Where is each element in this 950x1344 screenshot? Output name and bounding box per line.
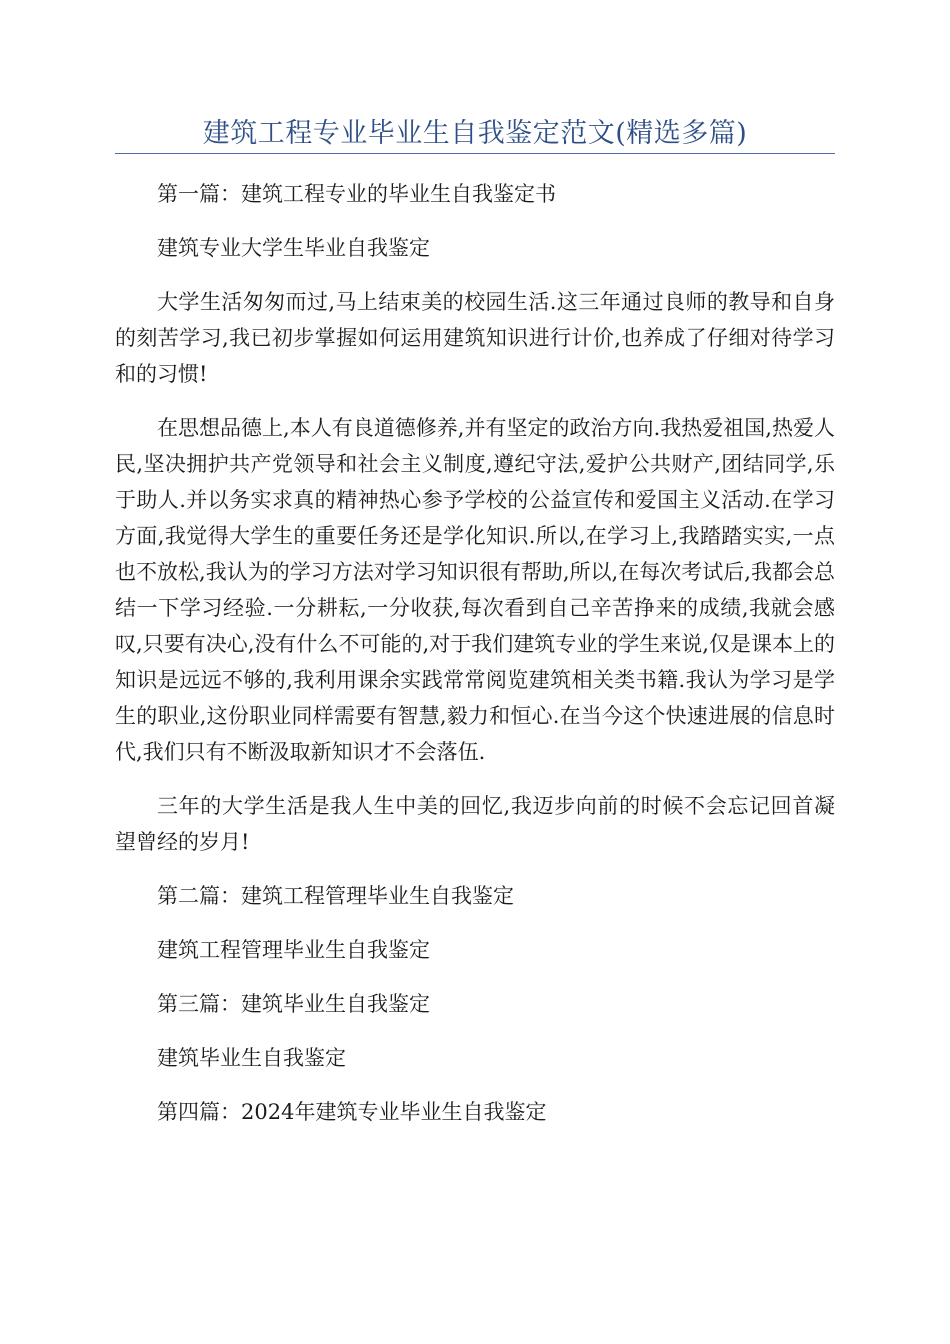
title-underline [115,153,835,154]
section-subheading-1: 建筑专业大学生毕业自我鉴定 [157,236,430,260]
body-paragraph-1: 大学生活匆匆而过,马上结束美的校园生活.这三年通过良师的教导和自身的刻苦学习,我已初步掌握如何运用建筑知识进行计价,也养成了仔细对待学习和的习惯! [115,290,835,386]
section-heading-2: 第二篇：建筑工程管理毕业生自我鉴定 [157,884,514,908]
document-title: 建筑工程专业毕业生自我鉴定范文(精选多篇) [202,118,748,149]
body-paragraph-3: 三年的大学生活是我人生中美的回忆,我迈步向前的时候不会忘记回首凝望曾经的岁月! [115,794,835,854]
section-heading-1: 第一篇：建筑工程专业的毕业生自我鉴定书 [157,182,556,206]
document-body [115,176,835,1130]
section-heading-4: 第四篇：2024年建筑专业毕业生自我鉴定 [157,1100,547,1124]
section-subheading-2: 建筑工程管理毕业生自我鉴定 [157,938,430,962]
section-subheading-3: 建筑毕业生自我鉴定 [157,1046,346,1070]
section-heading-3: 第三篇：建筑毕业生自我鉴定 [157,992,430,1016]
body-paragraph-2: 在思想品德上,本人有良道德修养,并有坚定的政治方向.我热爱祖国,热爱人民,坚决拥护共产党领导和社会主义制度,遵纪守法,爱护公共财产,团结同学,乐于助人.并以务实求真的精神热心参予学校的公益宣传和爱国主义活动.在学习方面,我觉得大学生的重要任务还是学化知识.所以,在学习上,我踏踏实实,一点也不放松,我认为的学习方法对学习知识很有帮助,所以,在每次考试后,我都会总结一下学习经验.一分耕耘,一分收获,每次看到自己辛苦挣来的成绩,我就会感叹,只要有决心,没有什么不可能的,对于我们建筑专业的学生来说,仅是课本上的知识是远远不够的,我利用课余实践常常阅览建筑相关类书籍.我认为学习是学生的职业,这份职业同样需要有智慧,毅力和恒心.在当今这个快速进展的信息时代,我们只有不断汲取新知识才不会落伍. [115,416,835,764]
